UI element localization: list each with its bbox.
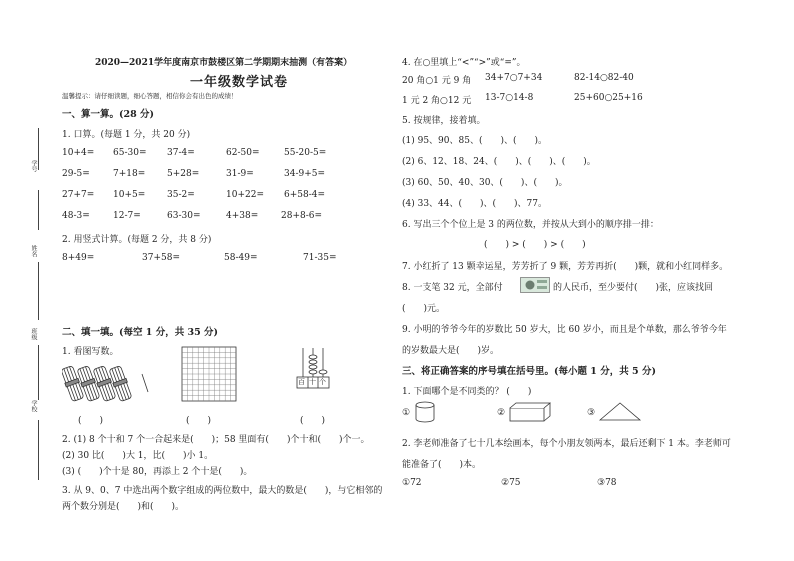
answer-option: ③78 (597, 478, 617, 488)
compare-item: 13-7○14-8 (485, 93, 534, 103)
picture-answer-blank[interactable]: ( ) (78, 416, 104, 426)
side-label-name: 姓名 (30, 245, 37, 257)
question-2-2-1: 2. (1) 8 个十和 7 个一合起来是( )；58 里面有( )个十和( )个一。 (62, 435, 370, 445)
sequence-item: (3) 60、50、40、30、( )、( )。 (402, 178, 568, 188)
oral-item: 6+58-4= (284, 190, 326, 200)
question-2-1: 1. 看图写数。 (62, 347, 119, 357)
question-6-order: ( ) > ( ) > ( ) (484, 240, 586, 250)
oral-item: 28+8-6= (281, 211, 323, 221)
section-3-question-2-line2: 能准备了( )本。 (402, 460, 482, 470)
picture-answer-blank[interactable]: ( ) (300, 416, 326, 426)
compare-item: 20 角○1 元 9 角 (402, 76, 472, 86)
question-8-part2: 的人民币，至少要付( )张，应该找回 (553, 283, 714, 293)
question-5: 5. 按规律，接着填。 (402, 116, 486, 126)
question-2-3-line2: 两个数分别是( )和( )。 (62, 502, 185, 512)
section-3-question-2-line1: 2. 李老师准备了七十几本绘画本，每个小朋友领两本，最后还剩下 1 本。李老师可 (402, 439, 731, 449)
side-line (38, 190, 39, 230)
stick-bundles-image (62, 360, 152, 406)
tip-text: 温馨提示：请仔细读题，细心答题，相信你会有出色的成绩！ (62, 92, 238, 100)
question-8-part3: ( )元。 (402, 304, 446, 314)
cuboid-shape-image (508, 401, 552, 423)
oral-item: 48-3= (62, 211, 90, 221)
sequence-item: (1) 95、90、85、( )、( )。 (402, 136, 548, 146)
question-8-part1: 8. 一支笔 32 元，全部付 (402, 283, 503, 293)
oral-item: 5+28= (167, 169, 200, 179)
oral-item: 4+38= (226, 211, 259, 221)
oral-item: 34-9+5= (284, 169, 326, 179)
hundred-grid-image (181, 346, 239, 402)
answer-option: ②75 (501, 478, 521, 488)
question-9-line2: 的岁数最大是( )岁。 (402, 346, 500, 356)
oral-item: 37-4= (167, 148, 195, 158)
banknote-image (520, 277, 550, 293)
abacus-label-ones: 个 (319, 378, 326, 386)
question-7: 7. 小红折了 13 颗幸运星，芳芳折了 9 颗，芳芳再折( )颗，就和小红同样多。 (402, 262, 729, 272)
vertical-item: 8+49= (62, 253, 95, 263)
section-2-heading: 二、填一填。(每空 1 分，共 35 分) (62, 327, 219, 338)
vertical-item: 71-35= (303, 253, 337, 263)
oral-item: 27+7= (62, 190, 95, 200)
side-label-school: 学校 (30, 400, 37, 412)
oral-item: 10+5= (113, 190, 146, 200)
exam-subtitle: 一年级数学试卷 (190, 75, 289, 90)
question-2-2-3: (3) ( )个十是 80，再添上 2 个十是( )。 (62, 467, 253, 477)
question-1-2: 2. 用竖式计算。(每题 2 分，共 8 分) (62, 235, 212, 245)
abacus-label-tens: 十 (309, 378, 316, 386)
oral-item: 65-30= (113, 148, 147, 158)
oral-item: 62-50= (226, 148, 260, 158)
side-line (38, 262, 39, 320)
oral-item: 35-2= (167, 190, 195, 200)
side-line (38, 345, 39, 400)
side-label-student-id: 学号 (30, 160, 37, 172)
oral-item: 12-7= (113, 211, 141, 221)
compare-item: 82-14○82-40 (574, 73, 634, 83)
question-9-line1: 9. 小明的爷爷今年的岁数比 50 岁大，比 60 岁小，而且是个单数，那么爷爷今年 (402, 325, 727, 335)
question-2-2-2: (2) 30 比( )大 1，比( )小 1。 (62, 451, 214, 461)
shape-option-number: ② (497, 408, 506, 418)
section-3-heading: 三、将正确答案的序号填在括号里。(每小题 1 分，共 5 分) (402, 366, 656, 377)
section-3-question-1: 1. 下面哪个是不同类的？ ( ) (402, 387, 532, 397)
question-2-3-line1: 3. 从 9、0、7 中选出两个数字组成的两位数中，最大的数是( )，与它相邻的 (62, 486, 383, 496)
answer-option: ①72 (402, 478, 422, 488)
question-6: 6. 写出三个个位上是 3 的两位数，并按从大到小的顺序排一排： (402, 220, 659, 230)
oral-item: 29-5= (62, 169, 90, 179)
vertical-item: 37+58= (142, 253, 180, 263)
exam-title: 2020—2021学年度南京市鼓楼区第二学期期末抽测（有答案） (95, 58, 353, 68)
oral-item: 31-9= (226, 169, 254, 179)
picture-answer-blank[interactable]: ( ) (186, 416, 212, 426)
triangle-shape-image (598, 400, 642, 422)
shape-option-number: ③ (587, 408, 596, 418)
oral-item: 55-20-5= (284, 148, 327, 158)
section-1-heading: 一、算一算。(28 分) (62, 109, 155, 120)
question-4: 4. 在○里填上“<”“>”或“=”。 (402, 58, 526, 68)
compare-item: 34+7○7+34 (485, 73, 543, 83)
abacus-label-hundreds: 百 (298, 378, 305, 386)
sequence-item: (2) 6、12、18、24、( )、( )、( )。 (402, 157, 596, 167)
oral-item: 10+22= (226, 190, 264, 200)
shape-option-number: ① (402, 408, 411, 418)
question-1-1: 1. 口算。(每题 1 分，共 20 分) (62, 130, 191, 140)
side-line (38, 128, 39, 170)
oral-item: 10+4= (62, 148, 95, 158)
compare-item: 1 元 2 角○12 元 (402, 96, 472, 106)
side-line (38, 420, 39, 480)
cylinder-shape-image (413, 400, 437, 424)
oral-item: 7+18= (113, 169, 146, 179)
compare-item: 25+60○25+16 (574, 93, 643, 103)
vertical-item: 58-49= (224, 253, 258, 263)
sequence-item: (4) 33、44、( )、( )、77。 (402, 199, 548, 209)
oral-item: 63-30= (167, 211, 201, 221)
side-label-class: 班级 (30, 328, 37, 340)
